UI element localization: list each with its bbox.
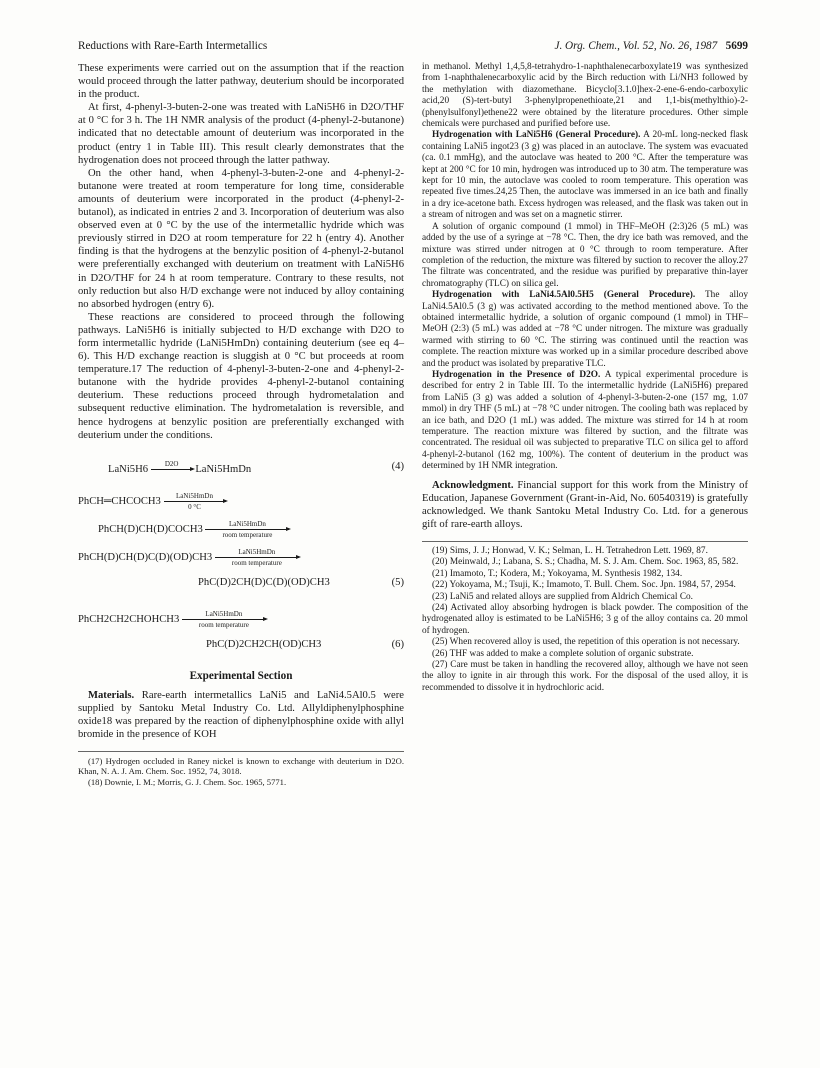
run-in-heading: Hydrogenation with LaNi4.5Al0.5H5 (General Procedure). [432,290,696,301]
footnote: (23) LaNi5 and related alloys are supplied from Aldrich Chemical Co. [432,591,694,602]
equation-6-product: PhC(D)2CH2CH(OD)CH3 (6) [206,638,404,650]
running-title: Reductions with Rare-Earth Intermetallics [78,40,268,52]
paragraph: These experiments were carried out on the assumption that if the reaction would proceed through the latter pathway, deuterium should be incorporated in the product. [78,63,404,101]
left-column [78,62,404,787]
paragraph: Materials. Rare-earth intermetallics LaNi5 and LaNi4.5Al0.5 were supplied by Santoku Metal Industry Co. Ltd. Allyldiphenylphosphine oxide18 was prepared by the reaction of diphenylphosphine oxide with allyl bromide in the presence of KOH [78,689,404,741]
run-in-heading: Materials. [88,689,135,701]
paragraph: Hydrogenation with LaNi4.5Al0.5H5 (General Procedure). The alloy LaNi4.5Al0.5 (3 g) was activated according to the method mentioned above. To the obtained intermetallic hydride, a solution of organic compound (1 mmol) in THF–MeOH (2:3) (5 mL) was added at −78 °C under nitrogen. The mixture was gradually warmed with stirring to 60 °C. The stirring was continued until the reaction was complete. The reaction mixture was worked up in a similar procedure described above and the product was isolated by preparative TLC. [422,290,749,369]
right-column [422,62,748,694]
footnote: (27) Care must be taken in handling the recovered alloy, although we have not seen the alloy to ignite in air through this work. For the disposal of the used alloy, it is recommended to dissolve it in hydrochloric acid. [422,660,748,693]
footnote: (22) Yokoyama, M.; Tsuji, K.; Imamoto, T. Bull. Chem. Soc. Jpn. 1984, 57, 2954. [432,580,736,591]
footnote: (19) Sims, J. J.; Honwad, V. K.; Selman, L. H. Tetrahedron Lett. 1969, 87. [432,546,708,556]
footnote: (24) Activated alloy absorbing hydrogen is black powder. The composition of the hydrogenated alloy is estimated to be LaNi5H6; 3 g of the alloy contains ca. 20 mmol of hydrogen. [422,603,748,636]
equation-5-step1: PhCH═CHCOCH3 LaNi5HmDn 0 °C [78,492,226,511]
paragraph: These reactions are considered to proceed through the following pathways. LaNi5H6 is initially subjected to H/D exchange with D2O to form intermetallic hydride (LaNi5HmDn) containing deuterium (see eq 4–6). This H/D exchange reaction is sluggish at 0 °C but proceeds at room temperature.17 The reduction of 4-phenyl-3-buten-2-one and 4-phenyl-2-butanone with the hydride provides 4-phenyl-2-butanol containing deuterium. These reductions proceed through hydrometalation and subsequent reductive elimination. The hydrometalation is reversible, and hence hydrogens at benzylic position are preferentially exchanged with deuterium under the conditions. [78,311,404,441]
equation-5-product: PhC(D)2CH(D)C(D)(OD)CH3 (5) [198,576,404,588]
footnote: (21) Imamoto, T.; Kodera, M.; Yokoyama, M. Synthesis 1982, 134. [432,568,683,579]
equation-5-step3: PhCH(D)CH(D)C(D)(OD)CH3 LaNi5HmDn room temperature [78,548,299,567]
equation-number: (5) [391,576,404,588]
footnote: (26) THF was added to make a complete solution of organic substrate. [432,648,694,659]
equation-6-step1: PhCH2CH2CHOHCH3 LaNi5HmDn room temperature [78,610,266,629]
paragraph: in methanol. Methyl 1,4,5,8-tetrahydro-1-naphthalenecarboxylate19 was synthesized from 1-naphthalenecarboxylic acid by the Birch reduction with Li/NH3 followed by the methylation with diazomethane. Bicyclo[3.1.0]hex-2-ene-6-endo-carboxylic acid,20 (S)-tert-butyl 3-phenylpropenethioate,21 and 1,1-bis(methylthio)-2-(phenylsulfonyl)ethene22 were obtained by the literature procedures. Other simple chemicals were purchased and purified before use. [422,62,748,130]
section-title: Experimental Section [189,669,293,682]
footnote: (17) Hydrogen occluded in Raney nickel is known to exchange with deuterium in D2O. Khan, N. A. J. Am. Chem. Soc. 1952, 74, 3018. [78,756,404,777]
page-number: 5699 [725,40,748,52]
footnote: (25) When recovered alloy is used, the repetition of this operation is not necessary. [432,637,740,648]
paragraph: A solution of organic compound (1 mmol) in THF–MeOH (2:3)26 (5 mL) was added by the use of a syringe at −78 °C. Then, the dry ice bath was removed, and the mixture was stirred under nitrogen at 0 °C through to room temperature. After completion of the reduction, the mixture was filtered by suction to recover the alloy.27 The filtrate was concentrated, and the residue was purified by preparative thin-layer chromatography (TLC) on silica gel. [422,221,748,289]
equation-4: LaNi5H6 D2O LaNi5HmDn (4) [108,460,404,479]
footnote-rule [422,541,748,542]
paragraph: On the other hand, when 4-phenyl-3-buten-2-one and 4-phenyl-2-butanone were treated at room temperature for long time, considerable amounts of deuterium were incorporated in the product (4-phenyl-2-butanol), as indicated in entries 2 and 3. Incorporation of deuterium was also observed even at 0 °C by the use of the intermetallic hydride which was previously stirred in D2O at room temperature for 22 h (entry 4). Another finding is that the hydrogens at the benzylic position of 4-phenyl-2-butanol were preferentially exchanged with deuterium on treatment with LaNi5H6 in D2O/THF for 24 h at room temperature. Contrary to these results, not only reduction but also H/D exchange were not induced by alloy containing no absorbed hydrogen (entry 6). [78,167,404,310]
reaction-arrow: LaNi5HmDn room temperature [215,548,299,567]
running-header [78,38,748,54]
paragraph: Hydrogenation with LaNi5H6 (General Procedure). A 20-mL long-necked flask containing LaNi5 ingot23 (3 g) was placed in an autoclave. The system was evacuated (ca. 0.1 mmHg), and the autoclave was heated to 200 °C. After the temperature was kept at 200 °C for 10 min, hydrogen was introduced up to 30 atm. The temperature was kept for 10 min, the autoclave was cooled to room temperature. This operation was repeated five times.24,25 Then, the autoclave was immersed in an ice bath and finally in a dry ice-acetone bath. Excess hydrogen was released, and the flask was taken out in a stream of nitrogen and was set on a magnetic stirrer. [422,130,748,221]
acknowledgment: Acknowledgment. Financial support for this work from the Ministry of Education, Japanese Government (Grant-in-Aid, No. 60540319) is gratefully acknowledged. We thank Santoku Metal Industry Co. Ltd. for a generous gift of rare-earth alloys. [422,479,748,530]
reaction-arrow: LaNi5HmDn room temperature [205,520,289,539]
reaction-arrow: D2O [151,460,193,479]
footnote: (18) Downie, I. M.; Morris, G. J. Chem. Soc. 1965, 5771. [88,776,287,787]
journal-citation: J. Org. Chem., Vol. 52, No. 26, 1987 5699 [554,40,748,52]
equations-block [78,452,404,662]
run-in-heading: Hydrogenation in the Presence of D2O. [432,369,601,380]
footnote-rule [78,751,404,752]
run-in-heading: Hydrogenation with LaNi5H6 (General Procedure). [432,130,641,141]
run-in-heading: Acknowledgment. [432,479,514,491]
equation-5-step2: PhCH(D)CH(D)COCH3 LaNi5HmDn room temperature [98,520,289,539]
paragraph: Hydrogenation in the Presence of D2O. A typical experimental procedure is described for entry 2 in Table III. To the intermetallic hydride (LaNi5H6) prepared from LaNi5 (3 g) was added a solution of 4-phenyl-3-buten-2-one (157 mg, 1.07 mmol) in dry THF (5 mL) at −78 °C under nitrogen. The cooling bath was replaced by an ice bath, and D2O (1 mL) was added. The mixture was stirred for 14 h at room temperature. The reaction mixture was filtered by suction, and the filtrate was concentrated. The residual oil was subjected to preparative TLC on silica gel to afford 4-phenyl-2-butanol (162 mg, 100%). The content of deuterium in the product was determined by 1H NMR integration. [422,369,748,472]
reaction-arrow: LaNi5HmDn 0 °C [164,492,226,511]
reaction-arrow: LaNi5HmDn room temperature [182,610,266,629]
equation-number: (6) [391,638,404,650]
paragraph: At first, 4-phenyl-3-buten-2-one was treated with LaNi5H6 in D2O/THF at 0 °C for 3 h. The 1H NMR analysis of the product (4-phenyl-2-butanone) indicated that no detectable amount of deuterium was incorporated in the product (entry 1 in Table III). This result clearly demonstrates that the hydrogenation does not proceed through the latter pathway. [78,102,404,166]
footnote: (20) Meinwald, J.; Labana, S. S.; Chadha, M. S. J. Am. Chem. Soc. 1963, 85, 582. [432,557,739,568]
equation-number: (4) [391,460,404,472]
